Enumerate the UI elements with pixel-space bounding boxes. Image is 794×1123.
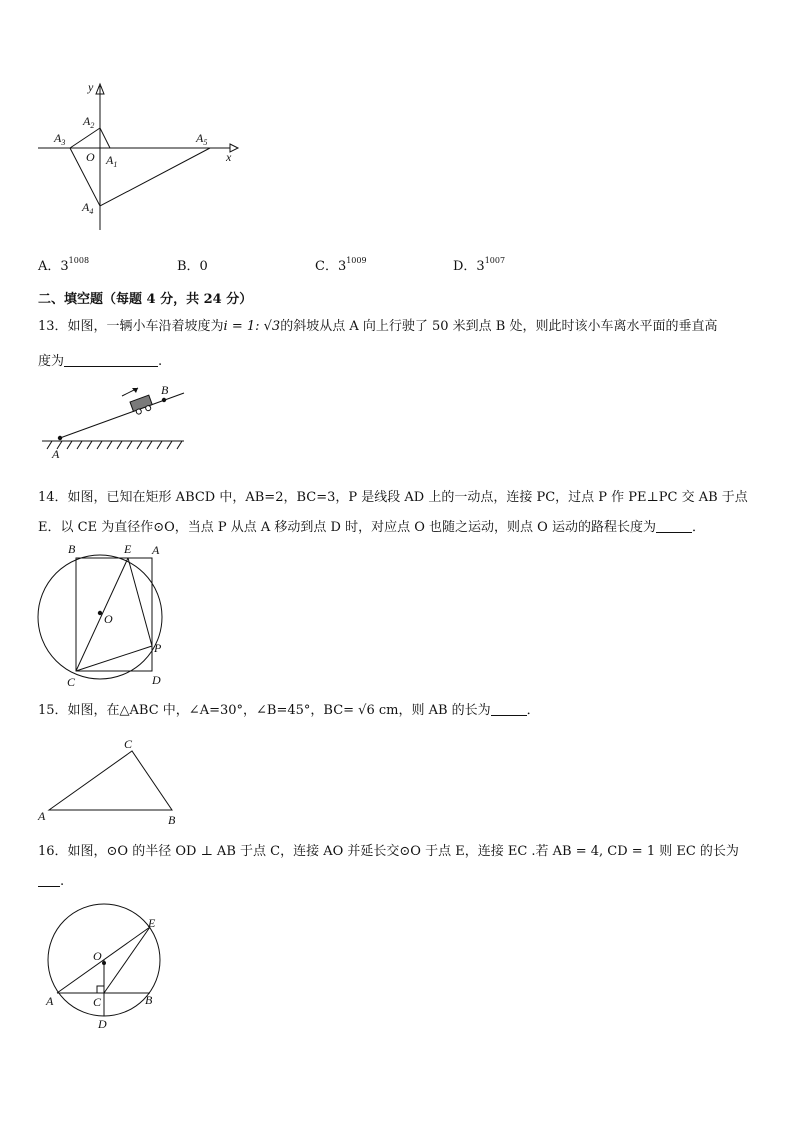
q16-label-e: E	[148, 916, 156, 930]
q14-line1: 14．如图，已知在矩形 ABCD 中，AB=2，BC=3，P 是线段 AD 上的一动点，连接 PC，过点 P 作 PE⊥PC 交 AB 于点	[38, 490, 748, 505]
q14-line2: E．以 CE 为直径作⊙O，当点 P 从点 A 移动到点 D 时，对应点 O 也随之运动，则点 O 运动的路程长度为 ．	[38, 520, 705, 535]
q13-answer-blank	[64, 354, 158, 367]
q12-a1-label: A	[106, 153, 114, 167]
q15-line: 15．如图，在△ABC 中，∠A=30°，∠B=45°，BC= √6 cm，则 AB 的长为 ．	[38, 703, 540, 718]
q15-label-a: A	[38, 809, 46, 823]
svg-text:A5: $A_5$	[196, 131, 208, 147]
q15-answer-blank	[491, 703, 527, 716]
q13-label-b: B	[161, 383, 169, 397]
q14-label-a: A	[152, 543, 160, 557]
q14-label-p: P	[154, 641, 162, 655]
q12-a2-label: A	[83, 114, 91, 128]
q13-label-a: A	[52, 447, 60, 460]
q12-a3-label: A	[54, 131, 62, 145]
q16-label-a: A	[46, 994, 54, 1008]
q12-a5-label: A	[196, 131, 204, 145]
q16-label-o: O	[93, 949, 102, 963]
q16-label-b: B	[145, 993, 153, 1007]
q13-line1: 13．如图，一辆小车沿着坡度为i = 1: √3的斜坡从点 A 向上行驶了 50 米到点 B 处，则此时该小车离水平面的垂直高	[38, 319, 718, 334]
q16-figure	[40, 900, 170, 1035]
q14-answer-blank	[656, 520, 692, 533]
q15-label-c: C	[124, 737, 133, 751]
q16-line2: .	[38, 873, 64, 891]
q12-choice-c: C．$3^{1009}$	[315, 256, 367, 274]
q12-choice-b: B．0	[177, 259, 208, 274]
svg-text:A2: $A_2$	[83, 114, 95, 130]
svg-text:A3: $A_3$	[54, 131, 66, 147]
q16-answer-blank	[38, 874, 60, 887]
q14-label-b: B	[68, 542, 76, 556]
q16-label-c: C	[93, 995, 102, 1009]
svg-text:A4: $A_4$	[82, 200, 94, 216]
section-heading: 二、填空题（每题 4 分，共 24 分）	[38, 292, 253, 307]
q12-figure	[30, 78, 250, 238]
q12-choice-d: D．$3^{1007}$	[453, 256, 506, 274]
q14-label-o: O	[104, 612, 113, 626]
q13-line2: 度为 .	[38, 354, 163, 369]
q12-origin-label: O	[86, 150, 95, 164]
q14-figure	[30, 540, 180, 690]
q14-label-e: E	[124, 542, 132, 556]
q15-figure	[34, 734, 194, 829]
q13-slope: i = 1: √3	[223, 319, 281, 334]
q15-label-b: B	[168, 813, 176, 827]
q16-line1: 16．如图，⊙O 的半径 OD ⊥ AB 于点 C，连接 AO 并延长交⊙O 于点 E，连接 EC .若 AB = 4, CD = 1 则 EC 的长为	[38, 844, 739, 859]
q12-a4-label: A	[82, 200, 90, 214]
q16-label-d: D	[98, 1017, 107, 1031]
q13-figure	[38, 380, 198, 460]
q14-label-d: D	[152, 673, 161, 687]
svg-text:A1: $A_1$	[106, 153, 118, 169]
q12-y-label: y	[88, 80, 94, 94]
q12-choice-a: A．$3^{1008}$	[38, 256, 90, 274]
q12-x-label: x	[226, 150, 232, 164]
q14-label-c: C	[67, 675, 76, 689]
